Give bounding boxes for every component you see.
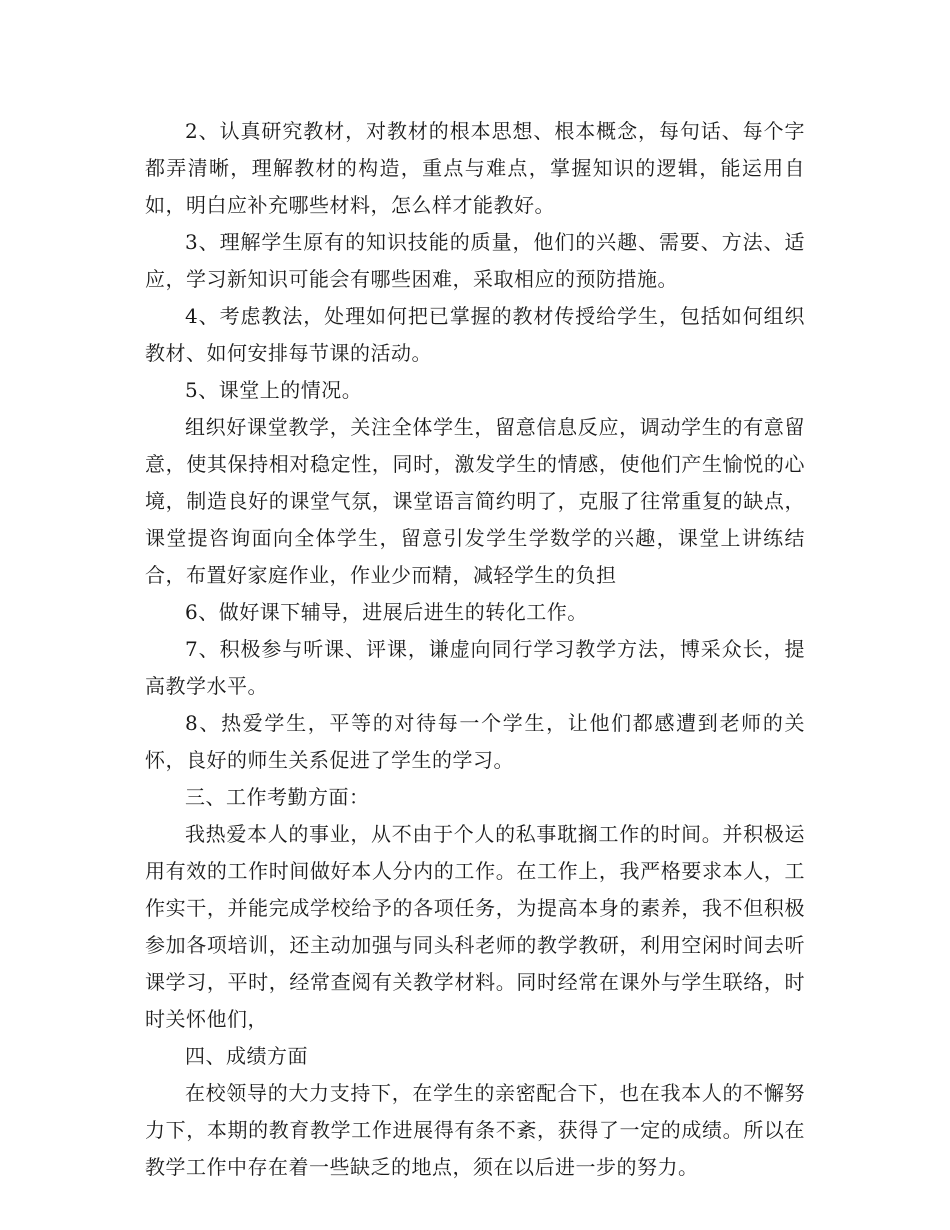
document-body (145, 113, 805, 1186)
section-heading-attendance: 三、工作考勤方面： (185, 785, 370, 809)
section-heading-achievements: 四、成绩方面 (185, 1044, 308, 1068)
paragraph-classroom-detail: 组织好课堂教学，关注全体学生，留意信息反应，调动学生的有意留意，使其保持相对稳定性，同时，激发学生的情感，使他们产生愉悦的心境，制造良好的课堂气氛，课堂语言简约明了，克服了往常重复的缺点，课堂提咨询面向全体学生，留意引发学生学数学的兴趣，课堂上讲练结合，布置好家庭作业，作业少而精，减轻学生的负担 (145, 415, 805, 587)
paragraph-item-8: 8、热爱学生，平等的对待每一个学生，让他们都感遭到老师的关怀，良好的师生关系促进了学生的学习。 (145, 711, 805, 772)
paragraph-item-5: 5、课堂上的情况。 (185, 378, 363, 402)
paragraph-attendance: 我热爱本人的事业，从不由于个人的私事耽搁工作的时间。并积极运用有效的工作时间做好本人分内的工作。在工作上，我严格要求本人，工作实干，并能完成学校给予的各项任务，为提高本身的素养，我不但积极参加各项培训，还主动加强与同头科老师的教学教研，利用空闲时间去听课学习，平时，经常查阅有关教学材料。同时经常在课外与学生联络，时时关怀他们， (145, 822, 805, 1031)
paragraph-item-3: 3、理解学生原有的知识技能的质量，他们的兴趣、需要、方法、适应，学习新知识可能会有哪些困难，采取相应的预防措施。 (145, 230, 805, 291)
paragraph-item-7: 7、积极参与听课、评课，谦虚向同行学习教学方法，博采众长，提高教学水平。 (145, 637, 805, 698)
paragraph-item-2: 2、认真研究教材，对教材的根本思想、根本概念，每句话、每个字都弄清晰，理解教材的构造，重点与难点，掌握知识的逻辑，能运用自如，明白应补充哪些材料，怎么样才能教好。 (145, 119, 805, 217)
paragraph-item-6: 6、做好课下辅导，进展后进生的转化工作。 (185, 600, 588, 624)
paragraph-achievements: 在校领导的大力支持下，在学生的亲密配合下，也在我本人的不懈努力下，本期的教育教学工作进展得有条不紊，获得了一定的成绩。所以在教学工作中存在着一些缺乏的地点，须在以后进一步的努力。 (145, 1081, 805, 1179)
paragraph-item-4: 4、考虑教法，处理如何把已掌握的教材传授给学生，包括如何组织教材、如何安排每节课的活动。 (145, 304, 805, 365)
